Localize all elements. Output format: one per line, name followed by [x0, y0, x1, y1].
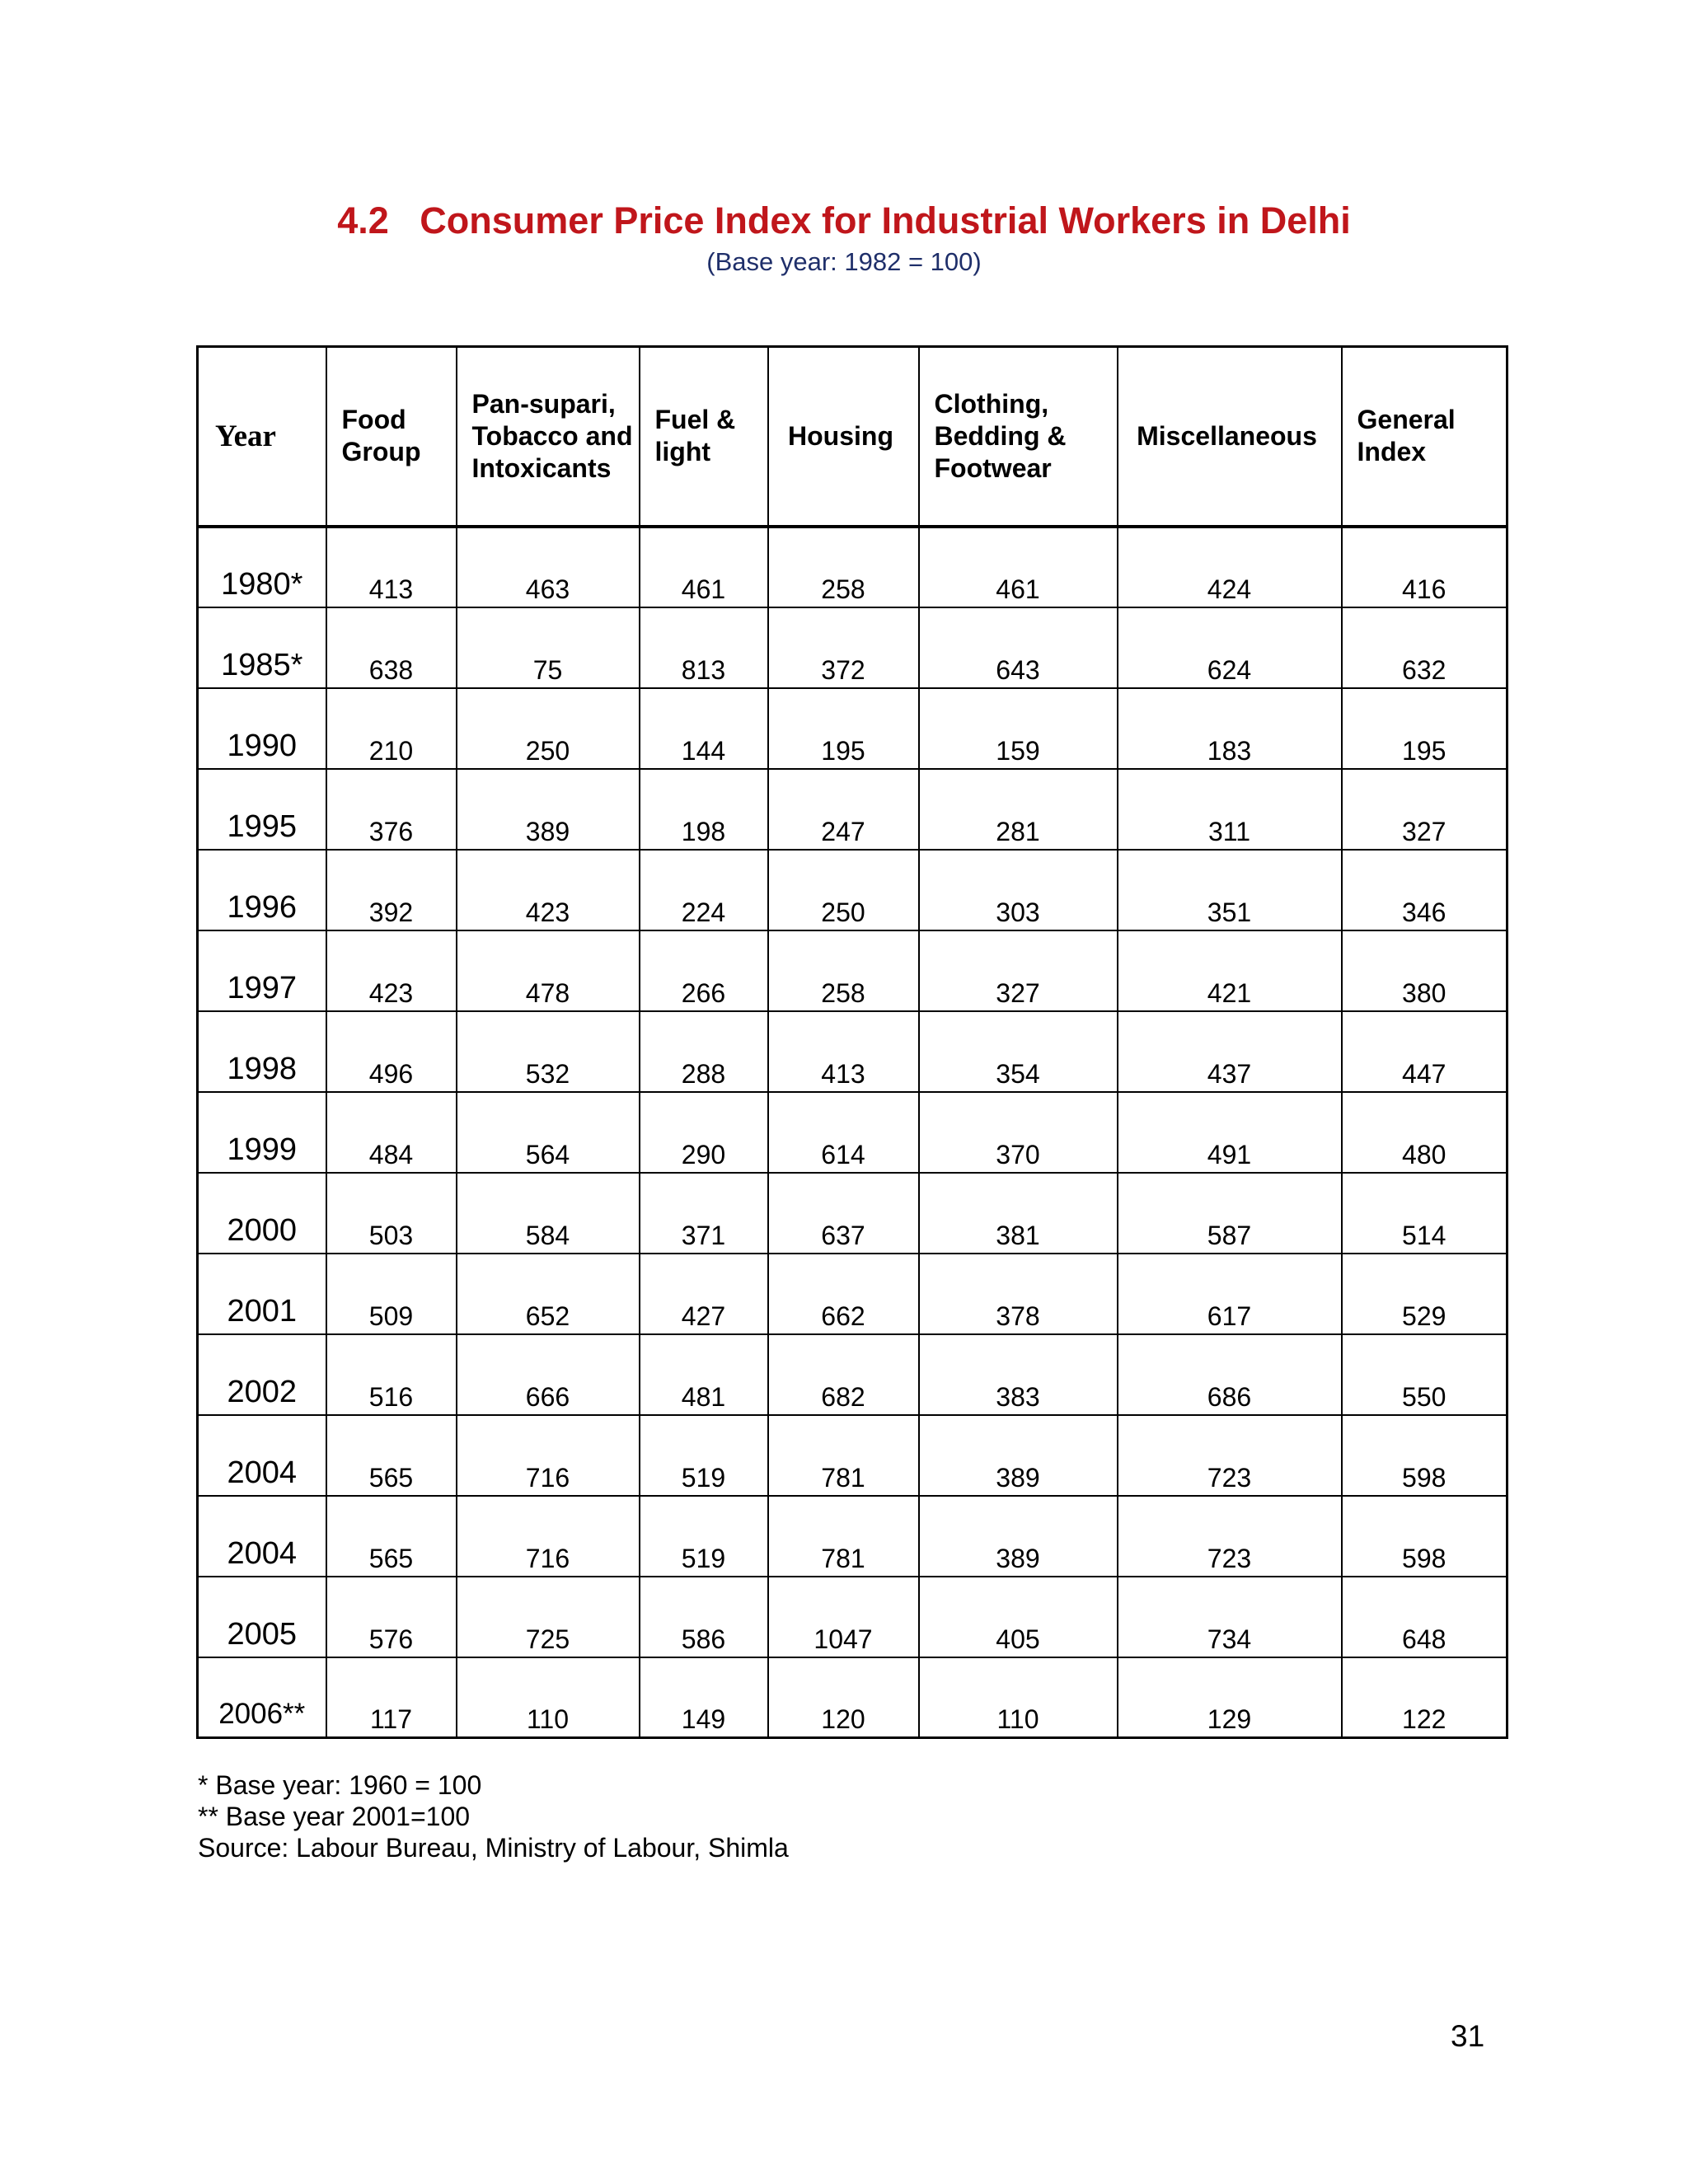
cell-food-group: 509	[326, 1254, 457, 1334]
cell-miscellaneous: 311	[1118, 769, 1342, 850]
cell-year: 2001	[198, 1254, 326, 1334]
cell-general-index: 327	[1342, 769, 1507, 850]
cell-food-group: 565	[326, 1415, 457, 1496]
cell-clothing: 389	[919, 1415, 1118, 1496]
cell-pan-supari: 423	[457, 850, 640, 930]
cell-year: 1999	[198, 1092, 326, 1173]
cell-fuel-light: 461	[640, 527, 768, 607]
column-header-year: Year	[198, 347, 326, 527]
cell-pan-supari: 250	[457, 688, 640, 769]
table-row	[198, 1011, 1507, 1092]
table-row	[198, 930, 1507, 1011]
cell-fuel-light: 371	[640, 1173, 768, 1254]
page-title: 4.2 Consumer Price Index for Industrial Workers in Delhi	[337, 199, 1351, 241]
cell-miscellaneous: 129	[1118, 1657, 1342, 1738]
cell-clothing: 354	[919, 1011, 1118, 1092]
cell-miscellaneous: 624	[1118, 607, 1342, 688]
cell-pan-supari: 478	[457, 930, 640, 1011]
cell-pan-supari: 725	[457, 1577, 640, 1657]
cell-fuel-light: 144	[640, 688, 768, 769]
table-row	[198, 769, 1507, 850]
cell-food-group: 117	[326, 1657, 457, 1738]
cell-food-group: 423	[326, 930, 457, 1011]
cell-general-index: 480	[1342, 1092, 1507, 1173]
base-year-subtitle: (Base year: 1982 = 100)	[706, 247, 982, 276]
table-row	[198, 1577, 1507, 1657]
cell-clothing: 327	[919, 930, 1118, 1011]
cell-food-group: 376	[326, 769, 457, 850]
cell-pan-supari: 110	[457, 1657, 640, 1738]
cell-food-group: 503	[326, 1173, 457, 1254]
cell-clothing: 405	[919, 1577, 1118, 1657]
cell-pan-supari: 652	[457, 1254, 640, 1334]
table-row	[198, 1415, 1507, 1496]
cell-housing: 614	[768, 1092, 919, 1173]
cell-housing: 413	[768, 1011, 919, 1092]
cell-general-index: 514	[1342, 1173, 1507, 1254]
cell-year: 1980*	[198, 527, 326, 607]
cell-year: 1990	[198, 688, 326, 769]
cell-general-index: 632	[1342, 607, 1507, 688]
cell-fuel-light: 519	[640, 1496, 768, 1577]
cell-clothing: 378	[919, 1254, 1118, 1334]
cell-housing: 682	[768, 1334, 919, 1415]
cell-pan-supari: 584	[457, 1173, 640, 1254]
column-header-general-index: General Index	[1342, 347, 1507, 527]
cell-year: 1998	[198, 1011, 326, 1092]
column-header-food-group: Food Group	[326, 347, 457, 527]
cell-housing: 258	[768, 527, 919, 607]
cell-housing: 247	[768, 769, 919, 850]
table-row	[198, 1496, 1507, 1577]
cell-housing: 637	[768, 1173, 919, 1254]
cell-clothing: 381	[919, 1173, 1118, 1254]
column-header-miscellaneous: Miscellaneous	[1118, 347, 1342, 527]
cell-miscellaneous: 734	[1118, 1577, 1342, 1657]
cell-pan-supari: 463	[457, 527, 640, 607]
cell-general-index: 346	[1342, 850, 1507, 930]
cell-clothing: 643	[919, 607, 1118, 688]
table-row	[198, 607, 1507, 688]
cell-fuel-light: 481	[640, 1334, 768, 1415]
cell-year: 2000	[198, 1173, 326, 1254]
cell-food-group: 210	[326, 688, 457, 769]
cell-general-index: 598	[1342, 1415, 1507, 1496]
cell-miscellaneous: 723	[1118, 1496, 1342, 1577]
cell-year: 1997	[198, 930, 326, 1011]
cell-fuel-light: 290	[640, 1092, 768, 1173]
cell-housing: 120	[768, 1657, 919, 1738]
cell-general-index: 416	[1342, 527, 1507, 607]
cell-year: 2004	[198, 1415, 326, 1496]
cell-miscellaneous: 183	[1118, 688, 1342, 769]
table-row	[198, 1092, 1507, 1173]
cell-miscellaneous: 723	[1118, 1415, 1342, 1496]
cell-general-index: 122	[1342, 1657, 1507, 1738]
cpi-table	[196, 345, 1508, 1739]
table-row	[198, 688, 1507, 769]
cell-miscellaneous: 424	[1118, 527, 1342, 607]
cell-general-index: 195	[1342, 688, 1507, 769]
cell-fuel-light: 224	[640, 850, 768, 930]
cell-general-index: 598	[1342, 1496, 1507, 1577]
cell-fuel-light: 813	[640, 607, 768, 688]
cell-housing: 195	[768, 688, 919, 769]
cell-year: 1995	[198, 769, 326, 850]
cell-miscellaneous: 437	[1118, 1011, 1342, 1092]
cell-general-index: 380	[1342, 930, 1507, 1011]
cell-food-group: 413	[326, 527, 457, 607]
cell-general-index: 529	[1342, 1254, 1507, 1334]
cell-clothing: 281	[919, 769, 1118, 850]
cell-clothing: 389	[919, 1496, 1118, 1577]
cell-miscellaneous: 587	[1118, 1173, 1342, 1254]
cell-miscellaneous: 491	[1118, 1092, 1342, 1173]
table-row	[198, 850, 1507, 930]
cell-pan-supari: 666	[457, 1334, 640, 1415]
cell-housing: 372	[768, 607, 919, 688]
column-header-pan-supari: Pan-supari, Tobacco and Intoxicants	[457, 347, 640, 527]
cell-pan-supari: 564	[457, 1092, 640, 1173]
cell-housing: 662	[768, 1254, 919, 1334]
cell-clothing: 370	[919, 1092, 1118, 1173]
table-header-row	[198, 347, 1507, 527]
cell-miscellaneous: 686	[1118, 1334, 1342, 1415]
cell-year: 2006**	[198, 1657, 326, 1738]
cell-miscellaneous: 617	[1118, 1254, 1342, 1334]
cell-miscellaneous: 351	[1118, 850, 1342, 930]
cell-year: 2005	[198, 1577, 326, 1657]
table-body	[198, 527, 1507, 1738]
cell-pan-supari: 532	[457, 1011, 640, 1092]
cell-clothing: 110	[919, 1657, 1118, 1738]
source-note: Source: Labour Bureau, Ministry of Labour, Shimla	[198, 1833, 789, 1863]
cell-food-group: 576	[326, 1577, 457, 1657]
cell-food-group: 496	[326, 1011, 457, 1092]
cell-pan-supari: 716	[457, 1496, 640, 1577]
cell-pan-supari: 75	[457, 607, 640, 688]
cell-general-index: 550	[1342, 1334, 1507, 1415]
page-number: 31	[1451, 2019, 1485, 2053]
cell-food-group: 516	[326, 1334, 457, 1415]
column-header-clothing: Clothing, Bedding & Footwear	[919, 347, 1118, 527]
cell-general-index: 447	[1342, 1011, 1507, 1092]
cell-fuel-light: 266	[640, 930, 768, 1011]
cell-clothing: 383	[919, 1334, 1118, 1415]
cell-fuel-light: 586	[640, 1577, 768, 1657]
column-header-housing: Housing	[768, 347, 919, 527]
cell-fuel-light: 519	[640, 1415, 768, 1496]
cell-year: 2004	[198, 1496, 326, 1577]
cell-food-group: 484	[326, 1092, 457, 1173]
cell-fuel-light: 288	[640, 1011, 768, 1092]
footnote-base-1960: * Base year: 1960 = 100	[198, 1770, 482, 1800]
cell-food-group: 565	[326, 1496, 457, 1577]
footnote-base-2001: ** Base year 2001=100	[198, 1802, 471, 1831]
table-row	[198, 1173, 1507, 1254]
cell-clothing: 303	[919, 850, 1118, 930]
cell-pan-supari: 716	[457, 1415, 640, 1496]
cell-general-index: 648	[1342, 1577, 1507, 1657]
table-row	[198, 1254, 1507, 1334]
cell-housing: 781	[768, 1415, 919, 1496]
cell-housing: 258	[768, 930, 919, 1011]
cell-fuel-light: 427	[640, 1254, 768, 1334]
cell-housing: 781	[768, 1496, 919, 1577]
cell-miscellaneous: 421	[1118, 930, 1342, 1011]
cell-fuel-light: 149	[640, 1657, 768, 1738]
cell-year: 2002	[198, 1334, 326, 1415]
cell-year: 1996	[198, 850, 326, 930]
table-row	[198, 527, 1507, 607]
cell-housing: 1047	[768, 1577, 919, 1657]
cell-food-group: 638	[326, 607, 457, 688]
cell-clothing: 159	[919, 688, 1118, 769]
table-row	[198, 1657, 1507, 1738]
cell-fuel-light: 198	[640, 769, 768, 850]
cell-pan-supari: 389	[457, 769, 640, 850]
cell-clothing: 461	[919, 527, 1118, 607]
cell-year: 1985*	[198, 607, 326, 688]
table-row	[198, 1334, 1507, 1415]
column-header-fuel-light: Fuel & light	[640, 347, 768, 527]
cell-housing: 250	[768, 850, 919, 930]
cell-food-group: 392	[326, 850, 457, 930]
